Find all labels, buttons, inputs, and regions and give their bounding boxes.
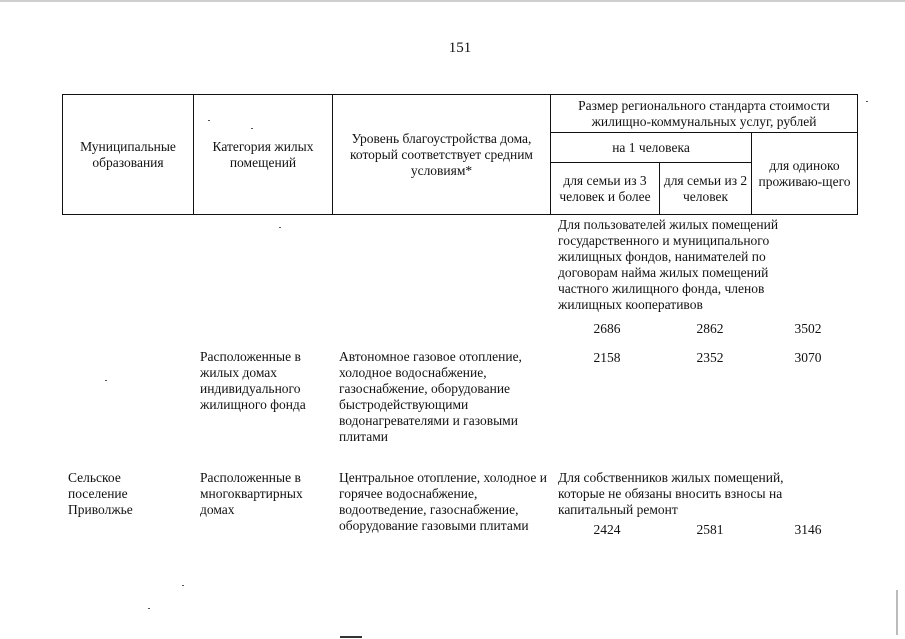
value-family-2: 2352: [696, 350, 724, 365]
value-family-2: 2581: [696, 522, 724, 537]
scan-speck: [866, 101, 868, 102]
header-level: Уровень благоустройства дома, который соответствует средним условиям*: [333, 95, 551, 215]
header-family-2: для семьи из 2 человек: [660, 163, 752, 215]
row-municipality: Сельское поселение Приволжье: [68, 470, 133, 517]
page-number: 151: [448, 40, 472, 56]
value-family-3: 2424: [593, 522, 621, 537]
row-category: Расположенные в многоквартирных домах: [200, 470, 303, 517]
scan-speck: [182, 585, 184, 586]
scan-mark: [340, 636, 362, 638]
scan-speck: [251, 128, 253, 129]
scan-speck: [279, 227, 281, 228]
table-header: [62, 94, 858, 215]
row-level: Автономное газовое отопление, холодное водоснабжение, газоснабжение, оборудование быстродействующими водонагревателями и газовыми плитами: [339, 349, 522, 444]
scan-edge: [896, 590, 898, 635]
header-per-person: на 1 человека: [551, 133, 752, 163]
value-family-3: 2158: [593, 350, 621, 365]
page-top-edge: [0, 0, 905, 2]
row-level: Центральное отопление, холодное и горячее водоснабжение, водоотведение, газоснабжение, оборудование газовыми плитами: [339, 470, 547, 533]
header-single: для одиноко проживаю-щего: [752, 133, 858, 215]
value-family-2: 2862: [696, 321, 724, 336]
row-note: Для пользователей жилых помещений государственного и муниципального жилищных фондов, нанимателей по договорам найма жилых помещений частного жилищного фонда, членов жилищных кооперативов: [558, 217, 779, 312]
header-standard: Размер регионального стандарта стоимости жилищно-коммунальных услуг, рублей: [551, 95, 858, 133]
header-municipality: Муниципальные образования: [63, 95, 194, 215]
header-family-3: для семьи из 3 человек и более: [551, 163, 660, 215]
header-category: Категория жилых помещений: [194, 95, 333, 215]
row-note: Для собственников жилых помещений, которые не обязаны вносить взносы на капитальный ремонт: [558, 470, 784, 517]
scan-speck: [208, 120, 210, 121]
scan-speck: [148, 608, 150, 609]
value-single: 3070: [794, 350, 822, 365]
value-family-3: 2686: [593, 321, 621, 336]
value-single: 3502: [794, 321, 822, 336]
row-category: Расположенные в жилых домах индивидуального жилищного фонда: [200, 349, 306, 412]
value-single: 3146: [794, 522, 822, 537]
scan-speck: [105, 380, 107, 381]
